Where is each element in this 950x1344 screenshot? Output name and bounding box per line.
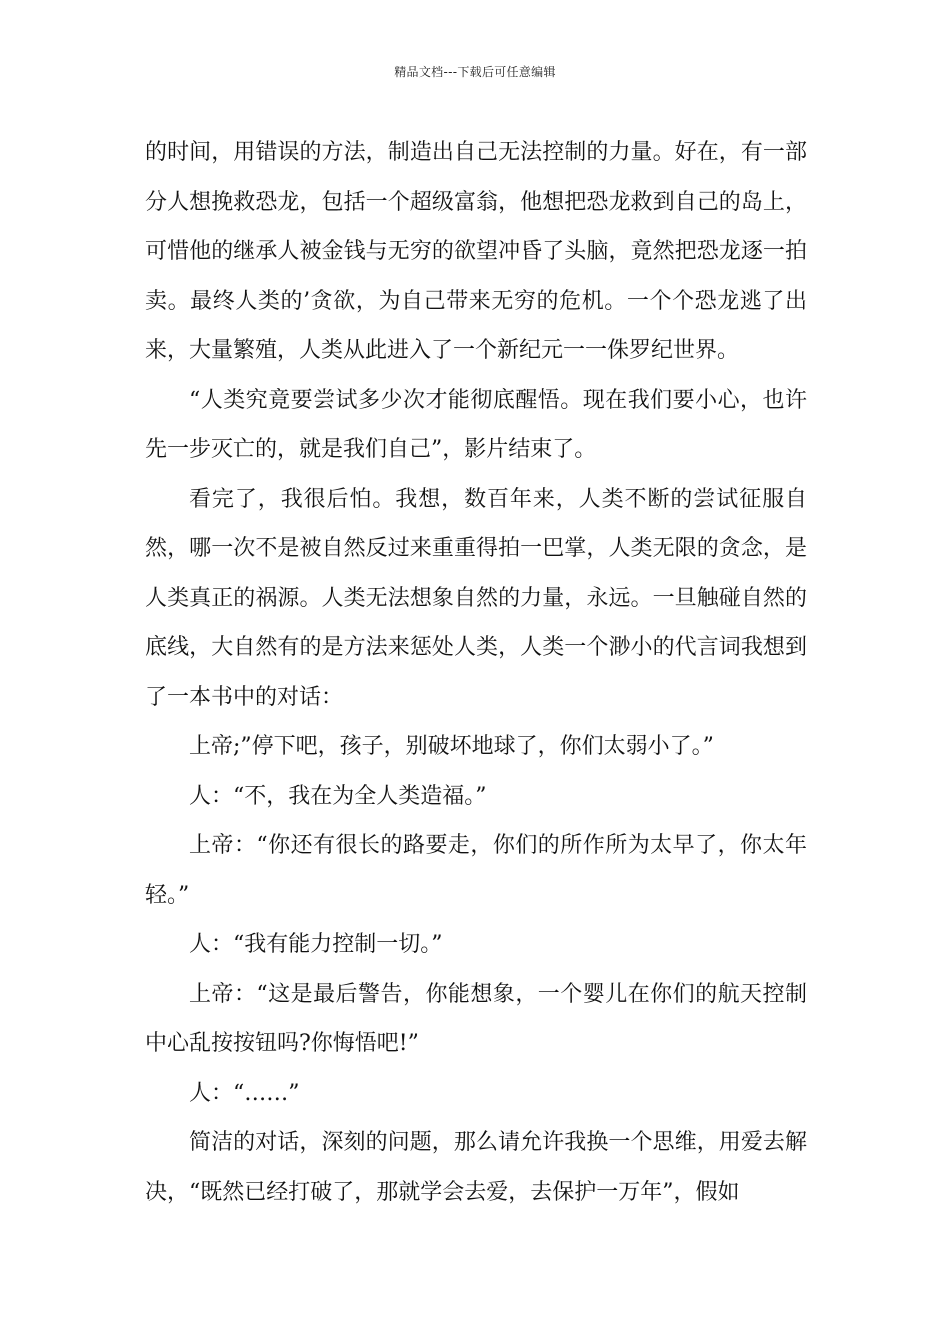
paragraph: 看完了，我很后怕。我想，数百年来，人类不断的尝试征服自然，哪一次不是被自然反过来重重得拍一巴掌，人类无限的贪念，是人类真正的祸源。人类无法想象自然的力量，永远。一旦触碰自然的底线，大自然有的是方法来惩处人类，人类一个渺小的代言词我想到了一本书中的对话： bbox=[145, 486, 807, 710]
page-header: 精品文档---下载后可任意编辑 bbox=[394, 65, 556, 79]
document-body bbox=[145, 128, 807, 1217]
dialogue-line: 上帝：“你还有很长的路要走，你们的所作所为太早了，你太年轻。” bbox=[145, 833, 807, 908]
dialogue-line: 人：“我有能力控制一切。” bbox=[189, 932, 443, 957]
dialogue-line: 人：“不，我在为全人类造福。” bbox=[189, 783, 487, 809]
dialogue-line: 人：“……” bbox=[189, 1080, 300, 1106]
dialogue-line: 上帝;”停下吧，孩子，别破坏地球了，你们太弱小了。” bbox=[189, 734, 714, 759]
paragraph: 的时间，用错误的方法，制造出自己无法控制的力量。好在，有一部分人想挽救恐龙，包括一个超级富翁，他想把恐龙救到自己的岛上，可惜他的继承人被金钱与无穷的欲望冲昏了头脑，竟然把恐龙逐一拍卖。最终人类的’贪欲，为自己带来无穷的危机。一个个恐龙逃了出来，大量繁殖，人类从此进入了一个新纪元一一侏罗纪世界。 bbox=[145, 140, 807, 363]
paragraph: “人类究竟要尝试多少次才能彻底醒悟。现在我们要小心，也许先一步灭亡的，就是我们自己”，影片结束了。 bbox=[145, 387, 807, 462]
dialogue-line: 上帝：“这是最后警告，你能想象，一个婴儿在你们的航天控制中心乱按按钮吗?你悔悟吧!” bbox=[145, 981, 807, 1056]
paragraph: 简洁的对话，深刻的问题，那么请允许我换一个思维，用爱去解决，“既然已经打破了，那就学会去爱，去保护一万年”，假如 bbox=[145, 1130, 807, 1205]
